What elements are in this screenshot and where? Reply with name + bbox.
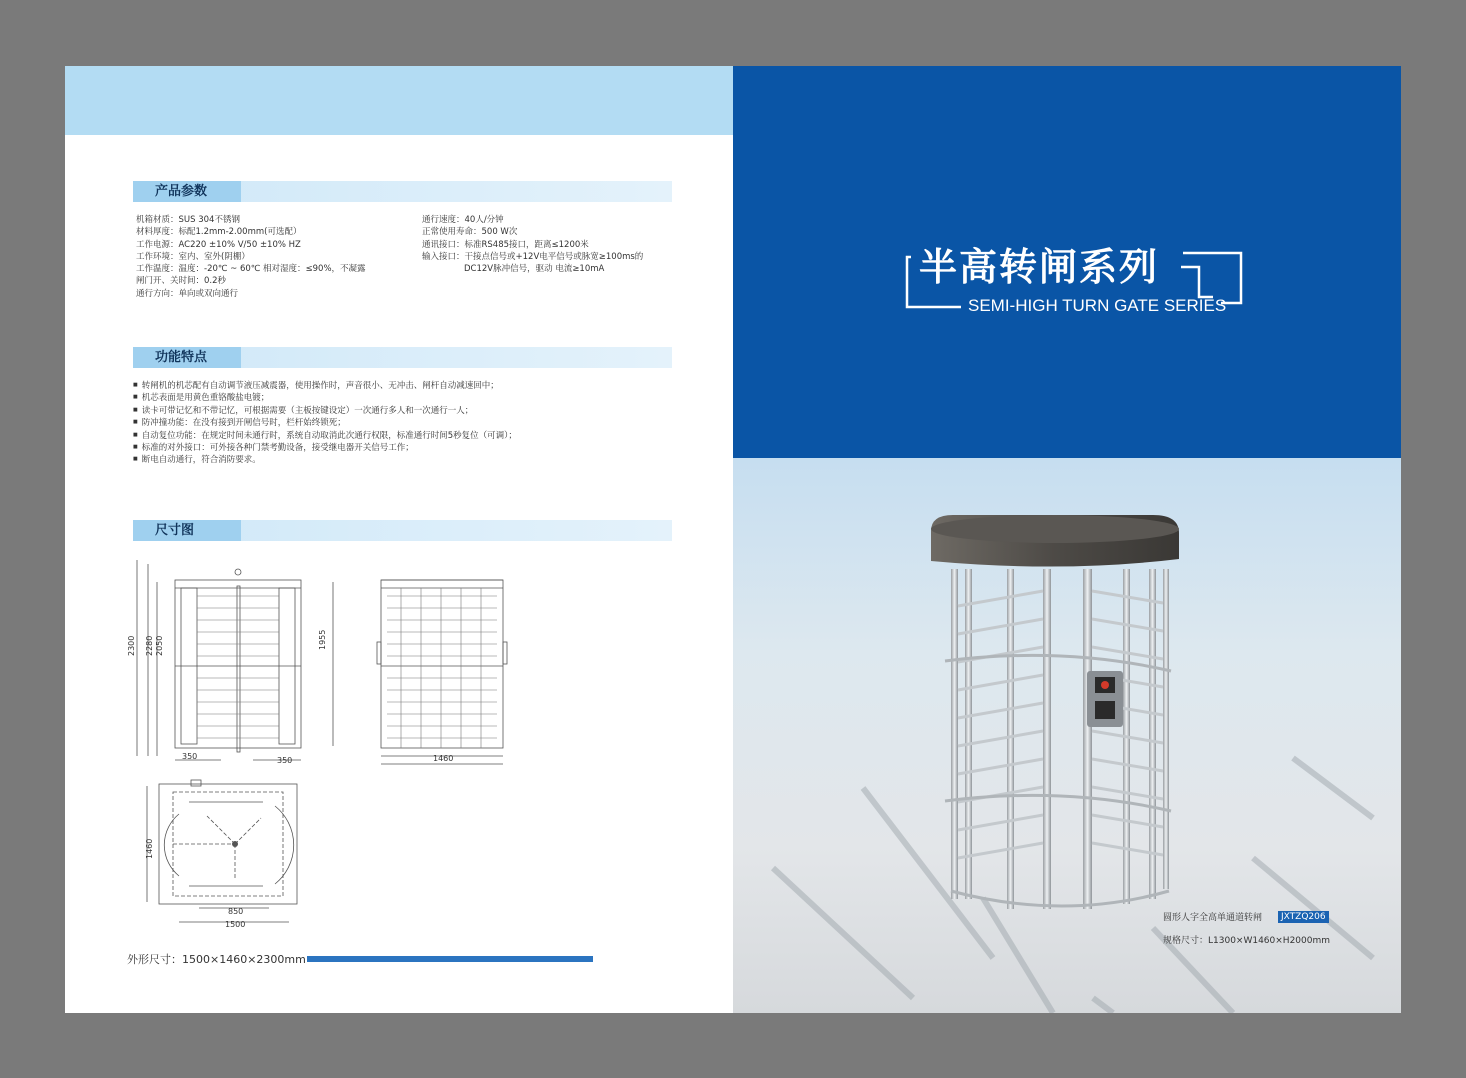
feature-item: ■ 自动复位功能：在规定时间未通行时，系统自动取消此次通行权限，标准通行时间5秒复位（可调）； (133, 429, 517, 441)
dim-h1: 2300 (127, 635, 136, 656)
dim-w2: 350 (277, 756, 293, 765)
top-view-drawing (143, 776, 303, 936)
param-item: 工作电源：AC220 ±10% V/50 ±10% HZ (136, 239, 301, 250)
param-item: DC12V脉冲信号，驱动 电流≥10mA (464, 264, 605, 275)
section-title-params: 产品参数 (133, 181, 241, 202)
front-view-drawing (131, 556, 311, 768)
outer-size-bar (307, 956, 593, 962)
section-bar-features (133, 347, 672, 368)
left-page (65, 66, 733, 1013)
params-right-list (422, 214, 643, 275)
feature-item: ■ 机芯表面是用黄色重铬酸盐电镀； (133, 391, 517, 403)
product-caption-name: 圆形人字全高单通道转闸 (1163, 913, 1263, 923)
dim-w1: 350 (182, 752, 198, 761)
product-caption-size: 规格尺寸：L1300×W1460×H2000mm (1163, 936, 1331, 946)
dim-side-h: 1955 (318, 629, 327, 650)
param-item: 正常使用寿命：500 W次 (422, 227, 518, 238)
cover-title-en: SEMI-HIGH TURN GATE SERIES (968, 296, 1227, 315)
dim-side-w: 1460 (433, 754, 454, 763)
params-left-list (136, 214, 366, 300)
dim-top-w2: 1500 (225, 920, 246, 929)
param-item: 材料厚度：标配1.2mm-2.00mm(可选配） (136, 227, 302, 238)
param-item: 通讯接口：标准RS485接口，距离≤1200米 (422, 239, 589, 250)
param-item: 工作温度：温度：-20℃ ~ 60℃ 相对湿度：≤90%，不凝露 (136, 264, 366, 275)
cover-title-cn: 半高转闸系列 (919, 245, 1160, 289)
feature-item: ■ 防冲撞功能：在没有接到开闸信号时，栏杆始终锁死； (133, 416, 517, 428)
param-item: 通行方向：单向或双向通行 (136, 288, 239, 299)
param-item: 输入接口：干接点信号或+12V电平信号或脉宽≥100ms的 (422, 251, 644, 262)
param-item: 通行速度：40人/分钟 (422, 215, 504, 225)
param-item: 闸门开、关时间：0.2秒 (136, 276, 227, 287)
section-bar-params (133, 181, 672, 202)
feature-item: ■ 转闸机的机芯配有自动调节液压减震器，使用操作时，声音很小、无冲击、闸杆自动减速回中； (133, 379, 517, 391)
feature-item: ■ 读卡可带记忆和不带记忆，可根据需要（主板按键设定）一次通行多人和一次通行一人； (133, 404, 517, 416)
feature-item: ■ 标准的对外接口：可外接各种门禁考勤设备，接受继电器开关信号工作； (133, 441, 517, 453)
features-list (133, 379, 517, 466)
top-band (65, 66, 733, 135)
dim-top-w1: 850 (228, 907, 244, 916)
right-page (733, 66, 1401, 1013)
turnstile-illustration (923, 511, 1203, 931)
section-title-features: 功能特点 (133, 347, 241, 368)
section-title-dimensions: 尺寸图 (133, 520, 241, 541)
section-bar-dimensions (133, 520, 672, 541)
param-item: 工作环境：室内、室外(阴棚） (136, 251, 250, 262)
side-view-drawing (313, 556, 513, 766)
dim-h2: 2280 (145, 635, 154, 656)
product-model-badge: JXTZQ206 (1278, 911, 1329, 923)
feature-item: ■ 断电自动通行，符合消防要求。 (133, 453, 517, 465)
dim-top-h: 1460 (145, 838, 154, 859)
outer-size: 外形尺寸：1500×1460×2300mm (127, 953, 306, 966)
dim-h3: 2050 (155, 635, 164, 656)
param-item: 机箱材质：SUS 304不锈钢 (136, 215, 240, 225)
